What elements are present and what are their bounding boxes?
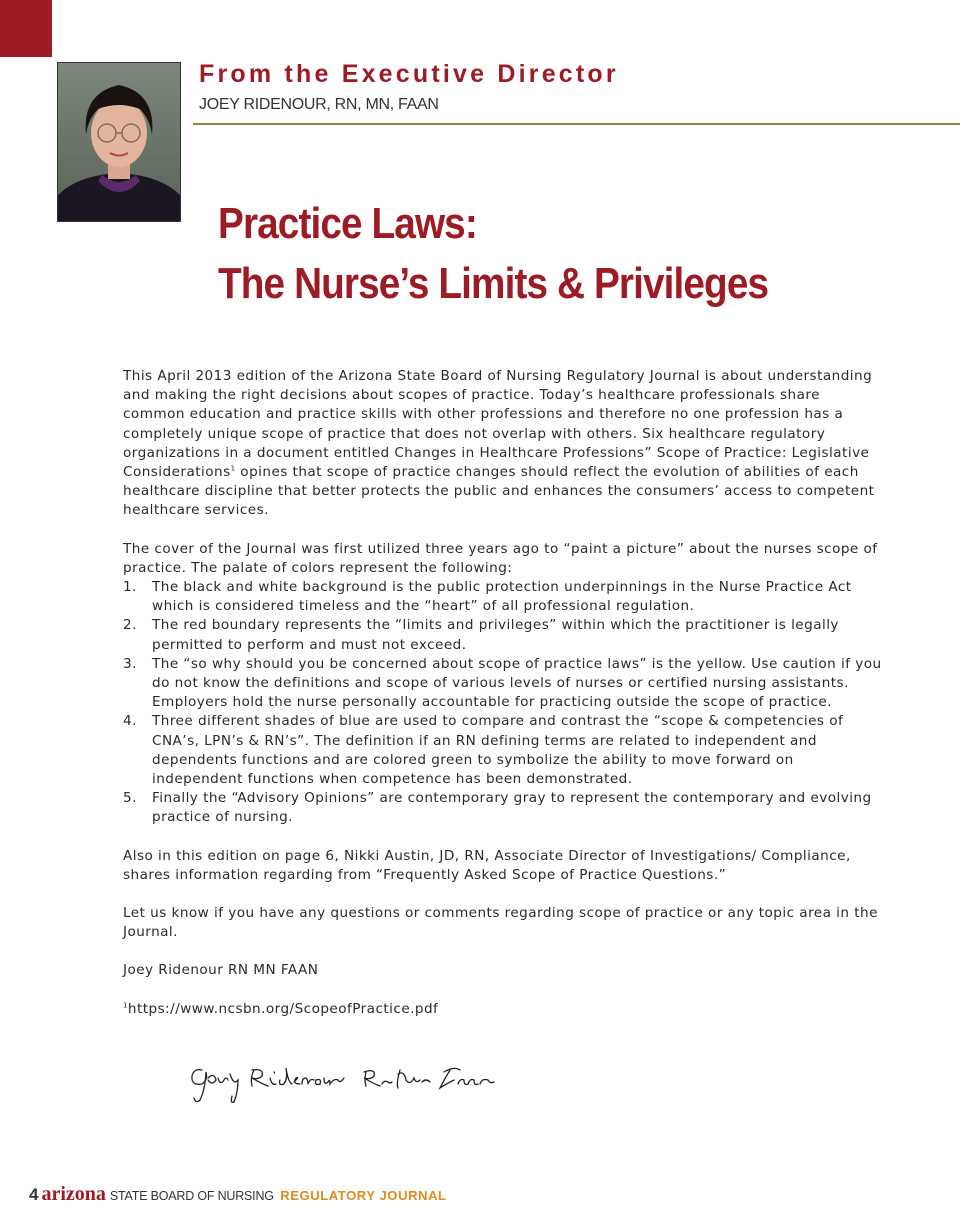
publication-brand: arizona bbox=[41, 1183, 106, 1205]
header-divider bbox=[193, 123, 960, 125]
section-title: From the Executive Director bbox=[199, 60, 619, 88]
also-in-edition-paragraph: Also in this edition on page 6, Nikki Austin, JD, RN, Associate Director of Investigations/ Compliance, shares information regarding from “Frequently Asked Scope of Practice Questions.” bbox=[123, 847, 851, 883]
list-item bbox=[123, 712, 883, 789]
article-body bbox=[123, 367, 883, 1038]
list-item-text: The “so why should you be concerned about scope of practice laws” is the yellow. Use caution if you do not know the definitions and scope of various levels of nurses or certified nursing assistants. Employers hold the nurse personally accountable for practicing outside the scope of practice. bbox=[152, 655, 882, 711]
footnote-reference: 1 bbox=[230, 464, 236, 473]
headline-line-2: The Nurse’s Limits & Privileges bbox=[218, 259, 769, 308]
list-item-number: 4. bbox=[123, 713, 137, 730]
page-footer bbox=[29, 1183, 447, 1206]
page-number: 4 bbox=[29, 1185, 39, 1204]
article-headline bbox=[218, 194, 768, 314]
list-item-text: The black and white background is the public protection underpinnings in the Nurse Practice Act which is considered timeless and the “heart” of all professional regulation. bbox=[152, 579, 852, 615]
handwritten-signature bbox=[188, 1058, 508, 1104]
list-item bbox=[123, 616, 883, 654]
author-photo bbox=[57, 62, 181, 222]
list-item-number: 3. bbox=[123, 655, 137, 672]
footnote-mark: 1 bbox=[123, 1001, 128, 1010]
intro-text-2: opines that scope of practice changes should reflect the evolution of abilities of each healthcare discipline that better protects the public and enhances the consumers’ access to competent healthcare services. bbox=[123, 464, 875, 519]
intro-text-1: This April 2013 edition of the Arizona State Board of Nursing Regulatory Journal is about understanding and making the right decisions about scopes of practice. Today’s healthcare professionals share common education and practice skills with other professions and therefore no one profession has a completely unique scope of practice that does not overlap with others. Six healthcare regulatory organizations in a document entitled Changes in Healthcare Professions” Scope of Practice: Legislative Considerations bbox=[123, 368, 873, 481]
corner-color-block bbox=[0, 0, 52, 57]
list-item-text: Finally the “Advisory Opinions” are contemporary gray to represent the contemporary and evolving practice of nursing. bbox=[152, 790, 872, 826]
publication-journal: REGULATORY JOURNAL bbox=[280, 1188, 447, 1203]
headline-line-1: Practice Laws: bbox=[218, 199, 477, 248]
list-item bbox=[123, 789, 883, 827]
list-item-number: 1. bbox=[123, 579, 137, 596]
list-item bbox=[123, 578, 883, 616]
publication-board: STATE BOARD OF NURSING bbox=[109, 1189, 274, 1203]
list-item-text: The red boundary represents the “limits and privileges” within which the practitioner is legally permitted to perform and must not exceed. bbox=[152, 617, 839, 653]
list-item-number: 2. bbox=[123, 617, 137, 634]
footnote-url: https://www.ncsbn.org/ScopeofPractice.pdf bbox=[127, 1000, 439, 1017]
intro-paragraph bbox=[123, 367, 883, 521]
author-byline: JOEY RIDENOUR, RN, MN, FAAN bbox=[199, 96, 439, 113]
cover-color-list bbox=[123, 578, 883, 828]
contact-paragraph: Let us know if you have any questions or comments regarding scope of practice or any topic area in the Journal. bbox=[123, 905, 878, 941]
footnote bbox=[123, 1000, 883, 1019]
sign-off: Joey Ridenour RN MN FAAN bbox=[123, 962, 319, 979]
list-item-number: 5. bbox=[123, 790, 137, 807]
cover-intro-paragraph: The cover of the Journal was first utilized three years ago to “paint a picture” about the nurses scope of practice. The palate of colors represent the following: bbox=[123, 540, 878, 576]
list-item bbox=[123, 655, 883, 713]
list-item-text: Three different shades of blue are used to compare and contrast the “scope & competencies of CNA’s, LPN’s & RN’s”. The definition if an RN defining terms are related to independent and dependents functions and are colored green to symbolize the ability to move forward on independent functions when competence has been demonstrated. bbox=[152, 713, 844, 788]
